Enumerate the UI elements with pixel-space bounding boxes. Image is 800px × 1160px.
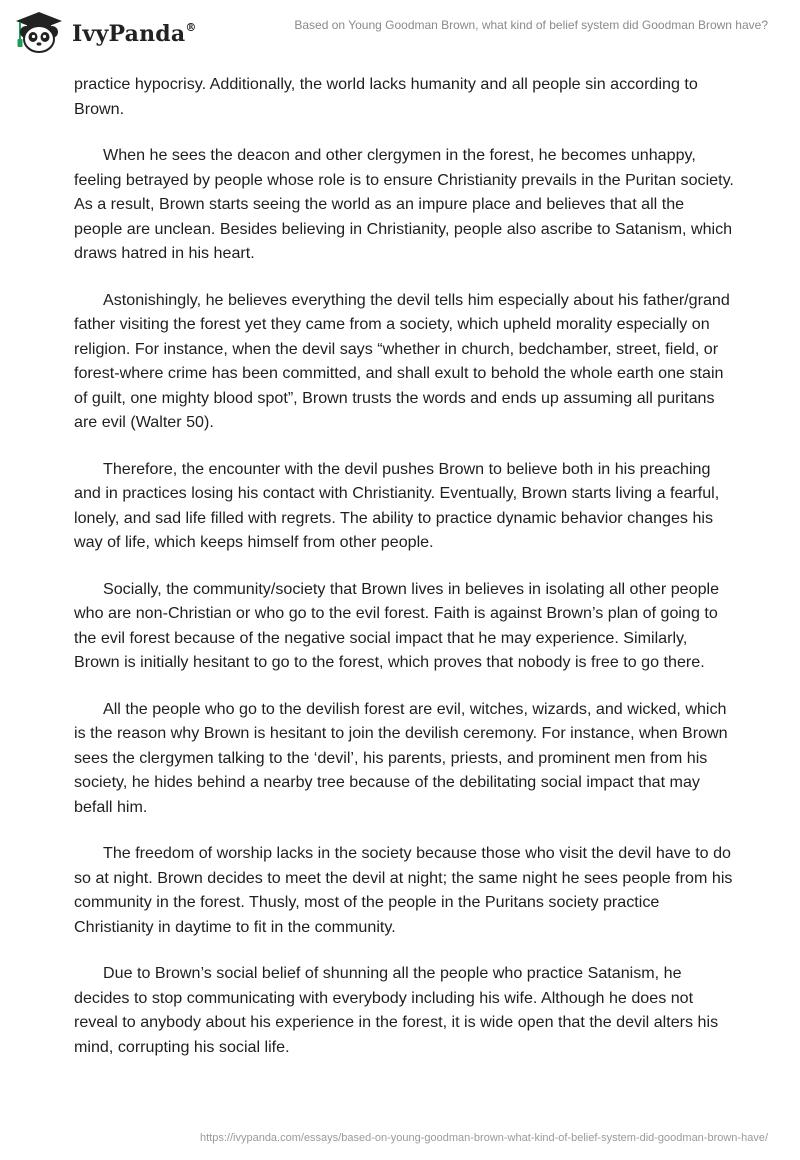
paragraph: Due to Brown’s social belief of shunning all the people who practice Satanism, he decides to stop communicating with everybody including his wife. Although he does not reveal to anybody about his experience in the forest, it is wide open that the devil alters his mind, corrupting his social life.	[74, 964, 719, 1056]
paragraph: When he sees the deacon and other clergymen in the forest, he becomes unhappy, feeling betrayed by people whose role is to ensure Christianity prevails in the Puritan society. As a result, Brown starts seeing the world as an impure place and believes that all the people are unclean. Besides believing in Christianity, people also ascribe to Satanism, which draws hatred in his heart.	[74, 146, 734, 262]
paragraph: Therefore, the encounter with the devil pushes Brown to believe both in his preaching and in practices losing his contact with Christianity. Eventually, Brown starts living a fearful, lonely, and sad life filled with regrets. The ability to practice dynamic behavior changes his way of life, which keeps himself from other people.	[74, 459, 720, 551]
document-title: Based on Young Goodman Brown, what kind of belief system did Goodman Brown have?	[294, 18, 768, 32]
paragraph: practice hypocrisy. Additionally, the world lacks humanity and all people sin according to Brown.	[74, 75, 698, 118]
brand-logo[interactable]	[12, 10, 197, 54]
source-url[interactable]: https://ivypanda.com/essays/based-on-young-goodman-brown-what-kind-of-belief-system-did-goodman-brown-have/	[200, 1132, 768, 1144]
brand-name: IvyPanda®	[72, 20, 197, 47]
paragraph: Socially, the community/society that Brown lives in believes in isolating all other people who are non-Christian or who go to the evil forest. Faith is against Brown’s plan of going to the evil forest because of the negative social impact that he may experience. Similarly, Brown is initially hesitant to go to the forest, which proves that nobody is free to go there.	[74, 579, 720, 671]
essay-body	[74, 72, 734, 1081]
paragraph: The freedom of worship lacks in the society because those who visit the devil have to do so at night. Brown decides to meet the devil at night; the same night he sees people from his community in the forest. Thusly, most of the people in the Puritans society practice Christianity in daytime to fit in the community.	[74, 844, 733, 936]
paragraph: All the people who go to the devilish forest are evil, witches, wizards, and wicked, which is the reason why Brown is hesitant to join the devilish ceremony. For instance, when Brown sees the clergymen talking to the ‘devil’, his parents, priests, and prominent men from his society, he hides behind a nearby tree because of the debilitating social impact that may befall him.	[74, 699, 728, 816]
page-header	[0, 0, 800, 62]
paragraph: Astonishingly, he believes everything the devil tells him especially about his father/grand father visiting the forest yet they came from a society, which upheld morality especially on religion. For instance, when the devil says “whether in church, bedchamber, street, field, or forest-where crime has been committed, and shall exult to behold the whole earth one stain of guilt, one mighty blood spot”, Brown trusts the words and ends up assuming all puritans are evil (Walter 50).	[74, 290, 730, 431]
panda-graduate-icon	[12, 10, 66, 54]
